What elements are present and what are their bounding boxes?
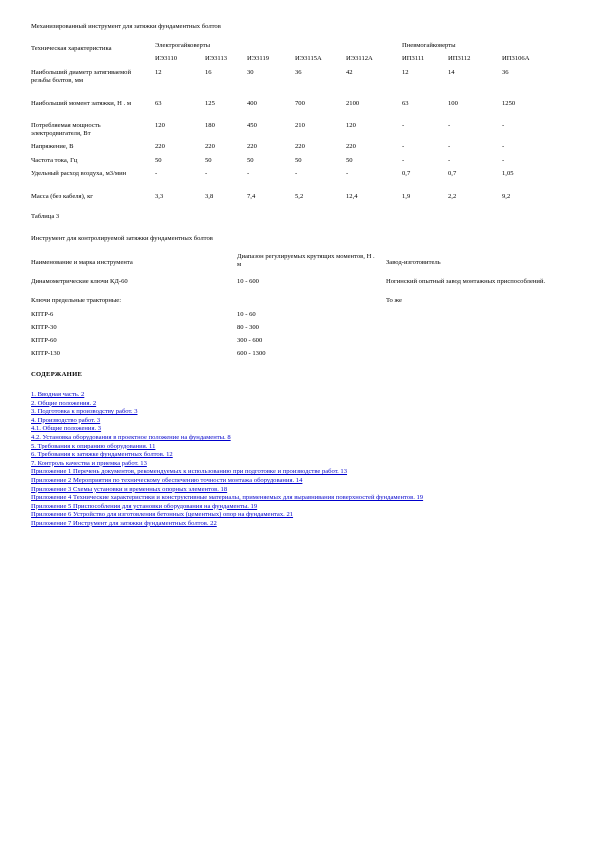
table-cell: 7,4 [247, 193, 256, 200]
toc-link[interactable]: Приложение 6 Устройство для изготовления бетонных (цементных) опор на фундаментах. 21 [31, 511, 294, 519]
table3-label: Таблица 3 [31, 213, 60, 220]
torque-range: 80 - 300 [237, 324, 259, 331]
table-cell: 2,2 [448, 193, 457, 200]
table-cell: 63 [155, 100, 162, 107]
tool-name: КПТР-130 [31, 350, 60, 357]
row-label: Потребляемая мощность электродвигателя, Вт [31, 122, 101, 138]
torque-range: 10 - 60 [237, 311, 256, 318]
table-cell: - [448, 143, 451, 150]
model-header: ИП3112 [448, 55, 471, 62]
table-of-contents [31, 391, 423, 529]
table-cell: 120 [346, 122, 356, 129]
row-label: Удельный расход воздуха, м3/мин [31, 170, 127, 177]
toc-link[interactable]: 7. Контроль качества и приемка работ. 13 [31, 459, 147, 467]
table-cell: 36 [295, 69, 302, 76]
tool-name: Динамометрические ключи КД-60 [31, 278, 128, 285]
manufacturer: То же [386, 297, 402, 304]
toc-link[interactable]: 3. Подготовка к производству работ. 3 [31, 408, 138, 416]
table-cell: - [247, 170, 250, 177]
table-cell: 0,7 [448, 170, 457, 177]
table-cell: 50 [205, 157, 212, 164]
toc-link[interactable]: 4. Производство работ. 3 [31, 416, 101, 424]
toc-link[interactable]: Приложение 3 Схемы установки и временных опорных элементов. 18 [31, 485, 228, 493]
table-cell: 12,4 [346, 193, 358, 200]
table-cell: 220 [155, 143, 165, 150]
table-cell: - [402, 143, 405, 150]
toc-link[interactable]: 4.2. Установка оборудования в проектное положение на фундаменты. 8 [31, 433, 231, 441]
table3-caption: Инструмент для контролируемой затяжки фундаментных болтов [31, 235, 213, 242]
model-header: ИЭ3113 [205, 55, 228, 62]
table-cell: 400 [247, 100, 257, 107]
table-cell: 220 [295, 143, 305, 150]
table-cell: - [295, 170, 298, 177]
toc-link[interactable]: 1. Вводная часть. 2 [31, 391, 85, 398]
row-label: Частота тока, Гц [31, 157, 78, 164]
table-cell: - [448, 157, 451, 164]
table-cell: 1250 [502, 100, 516, 107]
table-cell: - [402, 122, 405, 129]
column-header-maker: Завод-изготовитель [386, 259, 441, 266]
table-cell: 14 [448, 69, 455, 76]
contents-title: СОДЕРЖАНИЕ [31, 371, 83, 378]
model-header: ИЭ3110 [155, 55, 178, 62]
column-header-range: Диапазон регулируемых крутящих моментов, Н . м [237, 253, 375, 269]
torque-range: 300 - 600 [237, 337, 263, 344]
toc-link[interactable]: 2. Общие положения. 2 [31, 399, 97, 407]
row-label: Наибольший момент затяжки, Н . м [31, 100, 132, 107]
row-label: Масса (без кабеля), кг [31, 193, 93, 200]
electric-group-header: Электрогайковерты [155, 42, 211, 49]
model-header: ИП3111 [402, 55, 425, 62]
tool-name: КПТР-6 [31, 311, 54, 318]
table-cell: - [402, 157, 405, 164]
table-cell: - [502, 143, 505, 150]
tech-characteristics-header: Техническая характеристика [31, 45, 112, 52]
table-cell: - [155, 170, 158, 177]
model-header: ИЭ3115А [295, 55, 322, 62]
toc-link[interactable]: Приложение 1 Перечень документов, рекомендуемых к использованию при подготовке и производстве работ. 13 [31, 468, 348, 476]
table2-caption: Механизированный инструмент для затяжки фундаментных болтов [31, 23, 221, 30]
toc-link[interactable]: 5. Требования к опиранию оборудования. 11 [31, 442, 156, 450]
row-label: Наибольший диаметр затягиваемой резьбы болтов, мм [31, 69, 131, 85]
toc-link[interactable]: Приложение 7 Инструмент для затяжки фундаментных болтов. 22 [31, 519, 217, 527]
table-cell: 450 [247, 122, 257, 129]
pneumatic-group-header: Пневмогайковерты [402, 42, 456, 49]
table-cell: 9,2 [502, 193, 511, 200]
table-cell: 50 [346, 157, 353, 164]
table-cell: 100 [448, 100, 458, 107]
table-cell: - [205, 170, 208, 177]
table-cell: - [448, 122, 451, 129]
table-cell: 36 [502, 69, 509, 76]
toc-link[interactable]: 4.1. Общие положения. 3 [31, 425, 102, 433]
table-cell: 120 [155, 122, 165, 129]
table-cell: 125 [205, 100, 215, 107]
table-cell: 3,8 [205, 193, 214, 200]
table-cell: 12 [155, 69, 162, 76]
tool-name: КПТР-30 [31, 324, 57, 331]
table-cell: 42 [346, 69, 353, 76]
toc-link[interactable]: 6. Требования к затяжке фундаментных болтов. 12 [31, 451, 173, 459]
table-cell: 700 [295, 100, 305, 107]
torque-range: 600 - 1300 [237, 350, 266, 357]
table-cell: 220 [346, 143, 356, 150]
toc-link[interactable]: Приложение 5 Приспособления для установки оборудования на фундаменты. 19 [31, 502, 258, 510]
table-cell: 1,05 [502, 170, 514, 177]
table-cell: 1,9 [402, 193, 411, 200]
table-cell: 5,2 [295, 193, 304, 200]
table-cell: 2100 [346, 100, 360, 107]
model-header: ИЭ3119 [247, 55, 270, 62]
row-label: Напряжение, В [31, 143, 74, 150]
torque-range: 10 - 600 [237, 278, 259, 285]
table-cell: 220 [205, 143, 215, 150]
table-cell: - [346, 170, 349, 177]
model-header: ИЭ3112А [346, 55, 373, 62]
table-cell: 3,3 [155, 193, 164, 200]
tool-name: Ключи предельные тракторные: [31, 297, 122, 304]
manufacturer: Ногинский опытный завод монтажных приспособлений. [386, 278, 546, 285]
table-cell: - [502, 157, 505, 164]
table-cell: 12 [402, 69, 409, 76]
table-cell: 50 [295, 157, 302, 164]
table-cell: 50 [247, 157, 254, 164]
column-header-name: Наименование и марка инструмента [31, 259, 133, 266]
table-cell: 0,7 [402, 170, 411, 177]
table-cell: 16 [205, 69, 212, 76]
model-header: ИП3106А [502, 55, 530, 62]
toc-link[interactable]: Приложение 2 Мероприятия по техническому обеспечению точности монтажа оборудования. 14 [31, 476, 303, 484]
table-cell: 63 [402, 100, 409, 107]
tool-name: КПТР-60 [31, 337, 57, 344]
table-cell: 180 [205, 122, 215, 129]
table-cell: 30 [247, 69, 254, 76]
toc-link[interactable]: Приложение 4 Технические характеристики и конструктивные материалы, применяемых для выравнивания поверхностей фундаментов. 19 [31, 494, 424, 502]
table-cell: - [502, 122, 505, 129]
table-cell: 220 [247, 143, 257, 150]
table-cell: 210 [295, 122, 305, 129]
table-cell: 50 [155, 157, 162, 164]
